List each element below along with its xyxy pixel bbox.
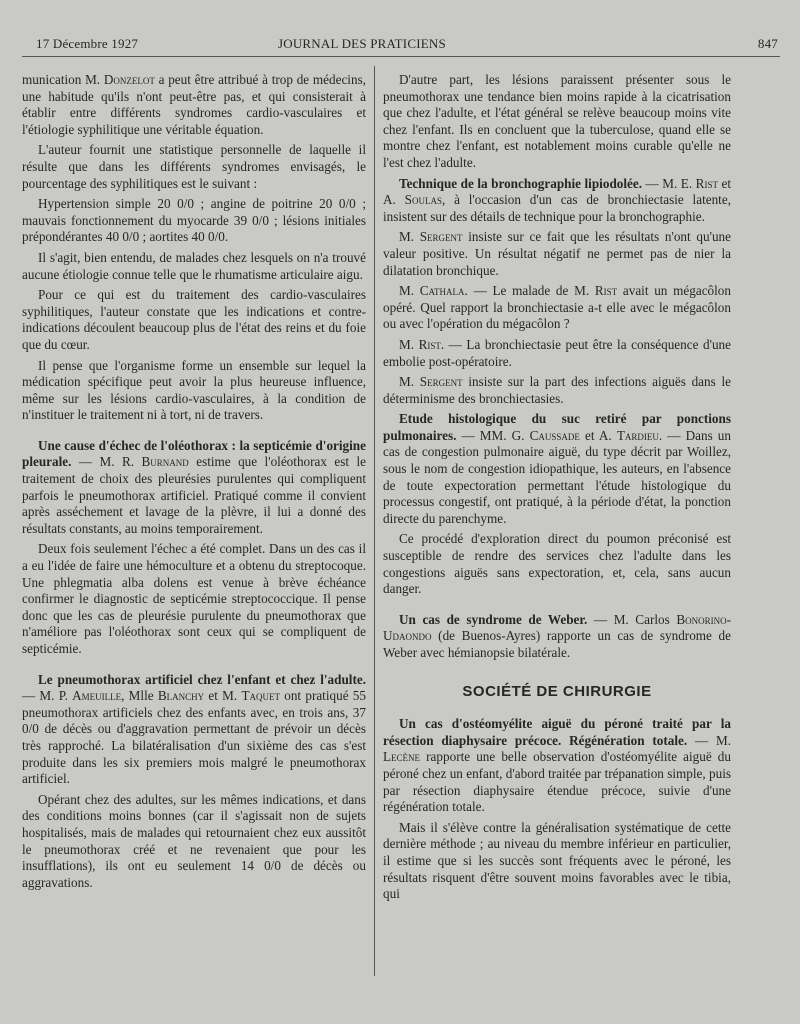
paragraph: D'autre part, les lésions paraissent présenter sous le pneumothorax une tendance bien moins rapide à la cicatrisation que chez l'adulte, et l'état général se relève beaucoup moins vite chez l'enfant. Ils en concluent que la tuberculose, quand elle se montre chez l'enfant, est notablement moins curable qu'elle ne l'est chez l'adulte. (383, 72, 731, 170)
paragraph (383, 229, 731, 279)
header-rule (22, 56, 780, 57)
paragraph (22, 72, 366, 138)
paragraph: Ce procédé d'exploration direct du poumon préconisé est susceptible de rendre des services chez l'adulte dans les congestions aiguës sans expectoration, et, cela, sans aucun danger. (383, 531, 731, 597)
text-run: , à l'occasion d'un cas de bronchiectasie latente, insistent sur des détails de technique pour la bronchographie. (383, 192, 731, 224)
article-bronchographie (383, 176, 731, 226)
text-run: ont pratiqué 55 pneumothorax artificiels chez des enfants avec, en trois ans, 37 0/0 de décès ou d'aggravation permettant de prévoir un décès très rapproché. La bilatéralisation d'un sixième des cas s'est produite dans les six premiers mois malgré le pneumothorax artificiel. (22, 688, 366, 787)
article-pneumothorax (22, 672, 366, 788)
text-run: M. (399, 336, 419, 352)
text-run: M. (399, 374, 420, 390)
header-journal-title: JOURNAL DES PRATICIENS (278, 36, 446, 51)
article-title: Un cas de syndrome de Weber. (399, 611, 588, 627)
article-histologie (383, 411, 731, 527)
paragraph: Il s'agit, bien entendu, de malades chez lesquels on n'a trouvé aucune étiologie connue telle que le rhumatisme articulaire aigu. (22, 249, 366, 282)
article-title: Technique de la bronchographie lipiodolée. (399, 175, 643, 191)
author-name: Cathala (419, 283, 465, 299)
article-title: Une cause d'échec de l'oléothorax : la septicémie d'origine pleurale. (22, 437, 366, 470)
paragraph: Mais il s'élève contre la généralisation systématique de cette dernière méthode ; au niveau du membre inférieur en particulier, il estime que si les succès sont fréquents avec le péroné, les résultats risquent d'être souvent moins favorables avec le tibia, qui (383, 819, 731, 902)
text-run: avait un mégacôlon opéré. Quel rapport la bronchiectasie a-t elle avec le mégacôlon ou avec l'opération du mégacôlon ? (383, 283, 731, 332)
text-run: , Mlle (121, 688, 158, 704)
article-title: Un cas d'ostéomyélite aiguë du péroné traité par la résection diaphysaire précoce. Régénération totale. (383, 716, 731, 748)
paragraph: Hypertension simple 20 0/0 ; angine de poitrine 20 0/0 ; mauvais fonctionnement du myocarde 39 0/0 ; lésions initiales prépondérantes 40 0/0 ; aortites 40 0/0. (22, 196, 366, 245)
text-run: — M. Carlos (587, 611, 677, 627)
author-name: Tardieu (616, 427, 659, 443)
text-run: insiste sur ce fait que les résultats n'ont qu'une valeur positive. Un résultat négatif ne permet pas de nier la dilatation bronchique. (383, 229, 731, 278)
author-name: Rist (418, 336, 441, 352)
text-run: — M. (687, 732, 731, 748)
author-name: Lecène (383, 749, 421, 765)
section-heading-text: SOCIÉTÉ DE CHIRURGIE (462, 682, 652, 700)
author-name: Rist (594, 283, 618, 299)
text-run: — M. P. (22, 688, 73, 704)
paragraph: Deux fois seulement l'échec a été complet. Dans un des cas il a eu l'idée de faire une hémoculture et a obtenu du streptocoque. Une phlegmatia alba dolens est venue à brève échéance confirmer le diagnostic de septicémie streptococcique. Il pense donc que les cas de pleurésie purulente du pneumothorax que n'améliore pas l'oléothorax sont ceux qui se compliquent de septicémie. (22, 541, 366, 656)
paragraph: Pour ce qui est du traitement des cardio-vasculaires syphilitiques, l'auteur constate que les indications et contre-indications découlent beaucoup plus de l'état des reins et du foie que du cœur. (22, 287, 366, 352)
text-run: — M. R. (71, 454, 142, 470)
text-run: . — Le malade de M. (464, 283, 595, 299)
paragraph (383, 374, 731, 407)
paragraph (383, 337, 731, 370)
author-name: Donzelot (103, 72, 155, 87)
header-page-number: 847 (757, 36, 778, 51)
paragraph: L'auteur fournit une statistique personnelle de laquelle il résulte que dans les différents syndromes envisagés, le pourcentage des syphilitiques est le suivant : (22, 142, 366, 191)
author-name: Bonorino-Udaondo (383, 611, 732, 644)
paragraph (383, 283, 731, 333)
text-run: M. (399, 283, 420, 299)
author-name: Ameuille (72, 688, 122, 704)
text-run: M. (399, 229, 420, 245)
article-osteomyelite (383, 716, 731, 816)
text-run: estime que l'oléothorax est le traitement de choix des pleurésies purulentes qui compliquent parfois le pneumothorax artificiel. Pratiqué comme il convient après asséchement et lavage de la plèvre, il lui a donné des résultats constants, au moins temporairement. (22, 454, 366, 536)
author-name: Sergent (419, 229, 463, 245)
right-column (383, 72, 731, 907)
author-name: Burnand (141, 454, 189, 470)
running-header (36, 36, 780, 56)
paragraph: Il pense que l'organisme forme un ensemble sur lequel la médication spécifique peut avoir la plus heureuse influence, même sur les lésions cardio-vasculaires, à la condition de n'instituer le traitement ni à tort, ni de travers. (22, 357, 366, 423)
author-name: Caussade (529, 427, 580, 443)
author-name: Rist (695, 175, 718, 191)
article-title: Le pneumothorax artificiel chez l'enfant et chez l'adulte. (38, 671, 366, 687)
text-run: munication M. (22, 72, 104, 87)
header-date: 17 Décembre 1927 (36, 36, 139, 51)
paragraph: Opérant chez des adultes, sur les mêmes indications, et dans des conditions moins bonnes (car il s'agissait non de sujets hospitalisés, mais de malades qui retournaient chez eux aussitôt le pneumothorax créé et ne revenaient que pour les insufflations), ils ont eu seulement 14 0/0 de décès ou aggravations. (22, 791, 366, 890)
text-run: insiste sur la part des infections aiguës dans le déterminisme des bronchiectasies. (383, 374, 731, 406)
left-column (22, 72, 366, 895)
text-run: et A. (383, 175, 731, 208)
article-weber (383, 612, 731, 662)
text-run: — M. E. (642, 175, 696, 191)
author-name: Sergent (419, 374, 463, 390)
author-name: Soulas (404, 192, 442, 208)
text-run: . — La bronchiectasie peut être la conséquence d'une embolie post-opératoire. (383, 336, 731, 369)
text-run: (de Buenos-Ayres) rapporte un cas de syndrome de Weber avec hémianopsie bilatérale. (383, 628, 731, 660)
author-name: Blanchy (157, 688, 205, 704)
text-run: et M. (204, 688, 242, 704)
column-divider (374, 66, 375, 976)
author-name: Taquet (241, 688, 280, 704)
section-heading (383, 684, 731, 701)
text-run: a peut être attribué à trop de médecins, une habitude qu'ils n'ont peut-être pas, et qui consisterait à établir entre différents syndromes cardio-vasculaires et l'étiologie syphilitique une véritable équation. (22, 72, 366, 137)
article-septicemie (22, 438, 366, 538)
text-run: et A. (579, 427, 617, 443)
text-run: — MM. G. (456, 427, 530, 443)
text-run: rapporte une belle observation d'ostéomyélite aiguë du péroné chez un enfant, d'abord traitée par trépanation simple, puis par résection diaphysaire étendue précoce, suivie d'une régénération totale. (383, 749, 731, 815)
text-run: . — Dans un cas de congestion pulmonaire aiguë, du type décrit par Woillez, sous le nom de congestion idiopathique, les auteurs, en l'absence de toute expectoration permettant l'étude histologique du processus congestif, ont pratiqué, à la période d'état, la ponction directe du parenchyme. (383, 427, 731, 526)
article-title: Etude histologique du suc retiré par ponctions pulmonaires. (383, 411, 731, 443)
